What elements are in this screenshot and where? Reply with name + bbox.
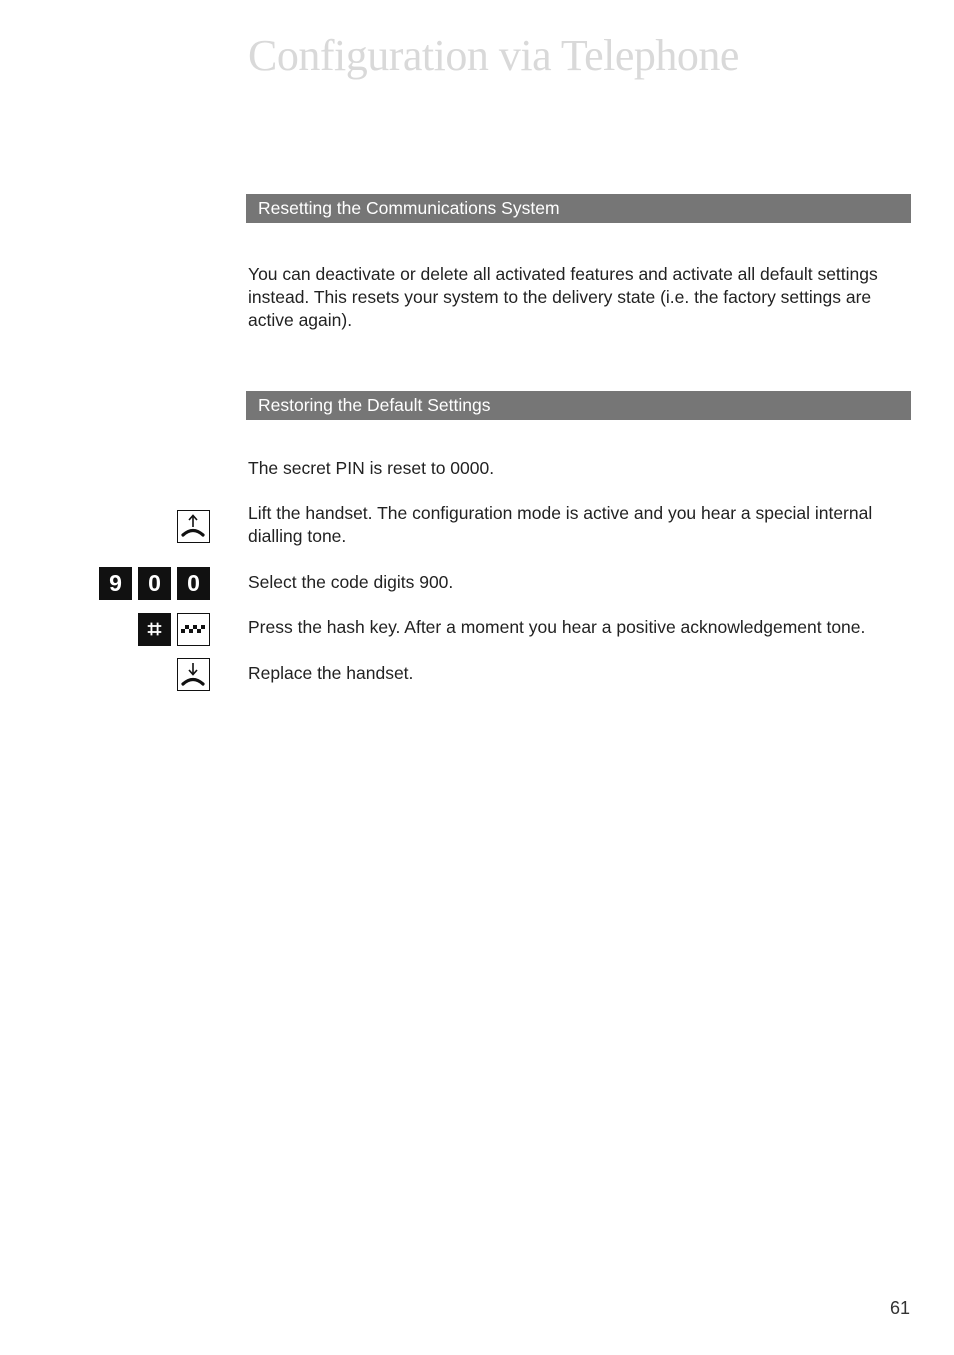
lift-handset-icon [177, 510, 210, 543]
page-number: 61 [889, 1298, 910, 1318]
resetting-description: You can deactivate or delete all activated features and activate all default settings instead. This resets your system to the delivery state (i.e. the factory settings are active again). [248, 264, 878, 330]
page-title: Configuration via Telephone [248, 31, 739, 80]
step-lift-handset-text: Lift the handset. The configuration mode is active and you hear a special internal dialling tone. [248, 503, 873, 546]
pin-reset-note: The secret PIN is reset to 0000. [248, 458, 495, 478]
step-select-code-text: Select the code digits 900. [248, 572, 454, 592]
step-replace-handset-text: Replace the handset. [248, 663, 414, 683]
key-9: 9 [99, 567, 132, 600]
acknowledgement-tone-icon [177, 613, 210, 646]
hash-key-icon: ⌗ [138, 613, 171, 646]
key-0: 0 [138, 567, 171, 600]
step-hash-key-text: Press the hash key. After a moment you hear a positive acknowledgement tone. [248, 617, 866, 637]
section-heading-resetting: Resetting the Communications System [246, 194, 911, 223]
key-0-second: 0 [177, 567, 210, 600]
section-heading-restoring: Restoring the Default Settings [246, 391, 911, 420]
replace-handset-icon [177, 658, 210, 691]
